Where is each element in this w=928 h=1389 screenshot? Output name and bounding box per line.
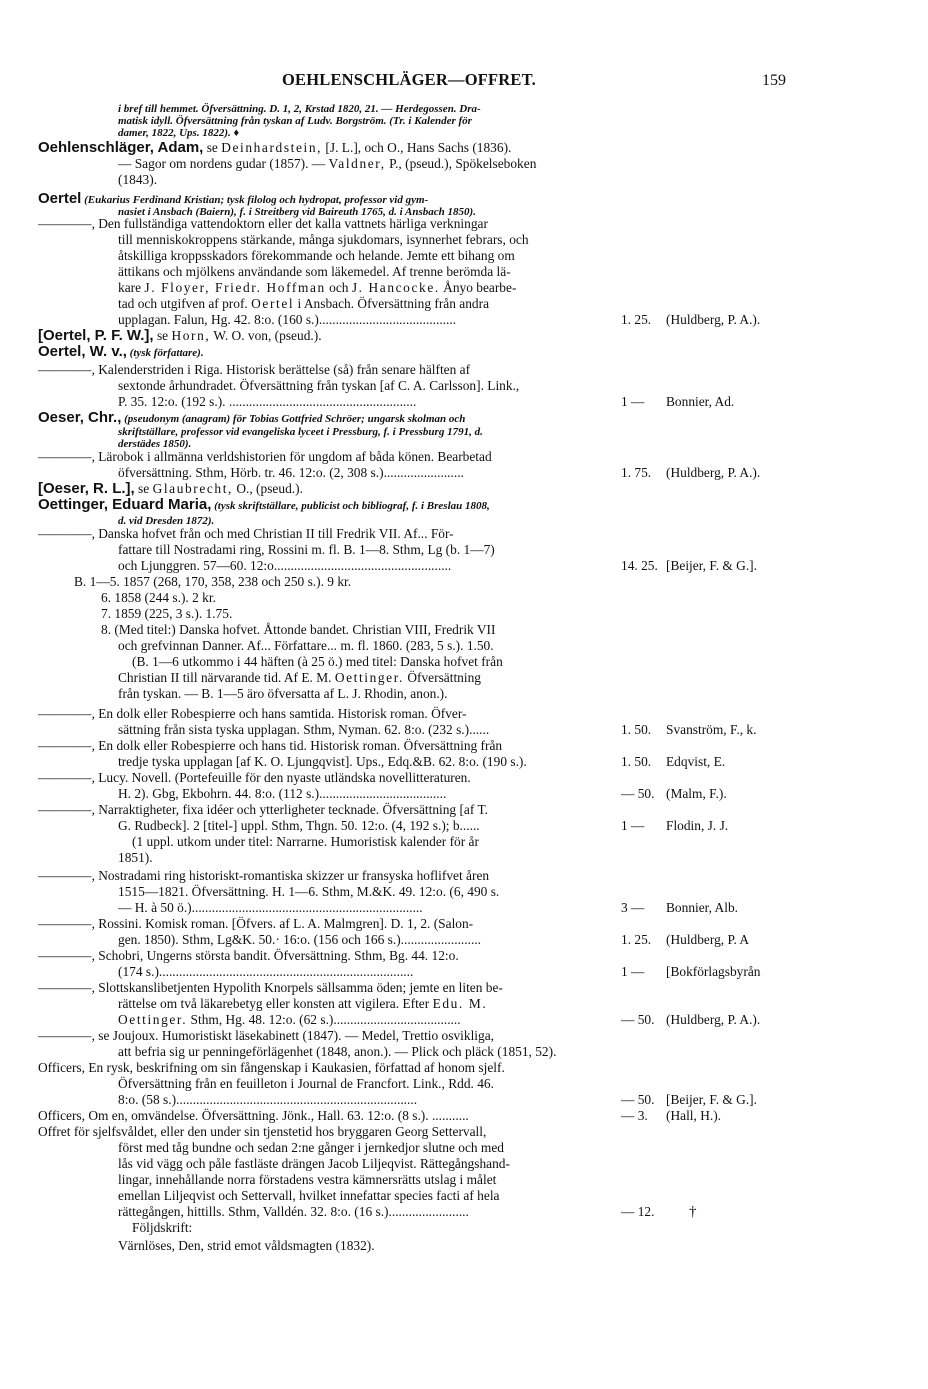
entry-text: Ånyo bearbe- [439,280,517,295]
entry-text: rättegången, hittills. Sthm, Valldén. 32. 8:o. (16 s.)........................ [118,1204,469,1219]
entry-line [101,606,232,622]
entry-text: (1843). [118,172,158,187]
entry-line [132,834,479,850]
entry-price: 1. 50. [621,754,652,769]
entry-price: 1. 25. [621,312,652,327]
entry-text: (174 s.)............................................................................ [118,964,414,979]
entry-text: emellan Liljeqvist och Settervall, hvilket innefattar species facti af hela [118,1188,500,1203]
entry-line [118,394,614,410]
entry-text: skriftställare, professor vid evangeliska lyceet i Pressburg, f. i Pressburg 1791, d. [118,426,483,438]
entry-line [118,280,516,296]
page-header [0,70,928,94]
entry-line [74,574,351,590]
entry-text: ————, Kalenderstriden i Riga. Historisk berättelse (så) från senare hälften af [38,362,471,377]
entry-line [38,802,488,818]
entry-line [38,140,511,156]
entry-publisher: Flodin, J. J. [666,818,729,833]
entry-text: ättikans och mjölkens användande som läkemedel. Af trenne berömda lä- [118,264,511,279]
entry-price: 1. 25. [621,932,652,947]
entry-text: Officers, Om en, omvändelse. Öfversättning. Jönk., Hall. 63. 12:o. (8 s.). ........... [38,1108,469,1123]
entry-text: Edu. M. [432,996,488,1011]
entry-line [118,686,447,702]
entry-text: se [134,481,153,496]
entry-text: se [203,140,222,155]
entry-text: Christian II till närvarande tid. Af E. M. [118,670,335,685]
entry-text: Värnlöses, Den, strid emot våldsmagten (1832). [118,1238,375,1253]
entry-headword: [Oeser, R. L.], [38,480,135,497]
entry-text: P. 35. 12:o. (192 s.). ........................................................ [118,394,417,409]
entry-text: fattare till Nostradami ring, Rossini m. fl. B. 1—8. Sthm, Lg (b. 1—7) [118,542,495,557]
entry-line [38,738,502,754]
entry-publisher: (Hall, H.). [666,1108,722,1123]
entry-line [38,481,303,497]
entry-line [101,590,216,606]
entry-text: P., (pseud.), Spökelseboken [385,156,537,171]
entry-text: Officers, En rysk, beskrifning om sin fångenskap i Kaukasien, författad af honom sjelf. [38,1060,505,1075]
entry-text: se [153,328,172,343]
entry-line [118,850,153,866]
entry-text: O., (pseud.). [233,481,303,496]
entry-line [38,497,490,514]
entry-text: d. vid Dresden 1872). [118,515,215,527]
entry-text: Offret för sjelfsvåldet, eller den under sin tjenstetid hos bryggaren Georg Settervall, [38,1124,487,1139]
entry-line [38,526,454,542]
entry-line [38,1028,494,1044]
entry-headword: Oettinger, Eduard Maria, [38,496,212,513]
entry-text: Öfversättning [404,670,481,685]
entry-price: 14. 25. [621,558,658,573]
entry-text: 8. (Med titel:) Danska hofvet. Åttonde bandet. Christian VIII, Fredrik VII [101,622,496,637]
entry-text: Deinhardstein, [221,140,323,155]
entry-line [118,932,614,948]
entry-line [118,558,614,574]
entry-text: att befria sig ur penningeförlägenhet (1848, anon.). — Plick och pläck (1851, 52). [118,1044,557,1059]
entry-line [101,622,495,638]
entry-text: J. Hancocke. [351,280,440,295]
entry-publisher: [Beijer, F. & G.]. [666,558,757,573]
entry-line [38,980,503,996]
entry-publisher: Svanström, F., k. [666,722,757,737]
entry-line [118,248,515,264]
entry-text: till menniskokroppens stärkande, många sjukdomars, isynnerhet febrars, och [118,232,529,247]
entry-text: Valdner, [328,156,386,171]
entry-line [118,465,614,481]
entry-line [118,156,536,172]
entry-text: damer, 1822, Ups. 1822). ♦ [118,127,240,139]
entry-text: (1 uppl. utkom under titel: Narrarne. Humoristisk kalender för år [132,834,479,849]
entry-text: nasiet i Ansbach (Baiern), f. i Streitberg vid Baireuth 1765, d. i Ansbach 1850). [118,206,476,218]
entry-price: 1 — [621,818,645,833]
entry-text: ————, se Joujoux. Humoristiskt läsekabinett (1847). — Medel, Trettio osvikliga, [38,1028,495,1043]
entry-text: upplagan. Falun, Hg. 42. 8:o. (160 s.)......................................... [118,312,457,327]
entry-text: tad och utgifven af prof. [118,296,252,311]
entry-price: 1. 50. [621,722,652,737]
entry-text: lingar, innehållande norra förstadens vestra kämnersrätts utslag i målet [118,1172,497,1187]
entry-publisher: (Huldberg, P. A.). [666,1012,761,1027]
entry-line [38,1060,505,1076]
entry-text: Oertel [251,296,295,311]
entry-line [118,172,157,188]
entry-line [118,312,614,328]
entry-headword: [Oertel, P. F. W.], [38,327,154,344]
entry-price: 1 — [621,964,645,979]
entry-text: (tysk författare). [126,347,204,359]
entry-line [118,378,519,394]
entry-text: sextonde århundradet. Öfversättning från tyskan [af C. A. Carlsson]. Link., [118,378,520,393]
entry-headword: Oeser, Chr., [38,409,122,426]
entry-text: 6. 1858 (244 s.). 2 kr. [101,590,216,605]
entry-line [118,542,495,558]
entry-text: (B. 1—6 utkommo i 44 häften (à 25 ö.) med titel: Danska hofvet från [132,654,503,669]
entry-price: — 12. [621,1204,655,1219]
entry-text: derstädes 1850). [118,438,192,450]
entry-line [118,996,487,1012]
entry-line [118,900,614,916]
entry-text: — Sagor om nordens gudar (1857). — [118,156,329,171]
entry-line [118,1238,375,1254]
entry-text: i Ansbach. Öfversättning från andra [294,296,490,311]
entry-text: — H. à 50 ö.)..................................................................... [118,900,423,915]
entry-line [118,1076,494,1092]
entry-headword: Oertel, W. v., [38,343,127,360]
dagger-mark: † [689,1204,697,1220]
entry-text: Följdskrift: [132,1220,193,1235]
entry-text: J. Floyer, Friedr. Hoffman [144,280,326,295]
entry-publisher: (Huldberg, P. A [666,932,750,947]
entry-line [38,1124,486,1140]
entry-line [38,328,322,344]
entry-text: ————, En dolk eller Robespierre och hans tid. Historisk roman. Öfversättning från [38,738,503,753]
entry-text: och grefvinnan Danner. Af... Författare... m. fl. 1860. (283, 5 s.). 1.50. [118,638,494,653]
entry-price: 1 — [621,394,645,409]
entry-headword: Oertel [38,190,82,207]
entry-text: 8:o. (58 s.)........................................................................ [118,1092,418,1107]
entry-text: Oettinger. [118,1012,188,1027]
entry-text: och Ljunggren. 57—60. 12:o..................................................... [118,558,452,573]
entry-line [38,344,204,361]
entry-text: kare [118,280,145,295]
entry-line [38,706,467,722]
entry-text: ————, Slottskanslibetjenten Hypolith Knorpels sällsamma öden; jemte en liten be- [38,980,503,995]
entry-publisher: Edqvist, E. [666,754,726,769]
entry-publisher: [Bokförlagsbyrån [666,964,761,979]
entry-text: [J. L.], och O., Hans Sachs (1836). [322,140,512,155]
entry-publisher: Bonnier, Ad. [666,394,735,409]
entry-text: ————, Narraktigheter, fixa idéer och ytterligheter tecknade. Öfversättning [af T. [38,802,488,817]
entry-text: rättelse om två läkarebetyg eller konsten att vigilera. Efter [118,996,433,1011]
entry-price: 1. 75. [621,465,652,480]
entry-line [118,884,499,900]
entry-line [132,1220,192,1236]
entry-text: W. O. von, (pseud.). [210,328,322,343]
entry-text: (Eukarius Ferdinand Kristian; tysk filolog och hydropat, professor vid gym- [81,194,429,206]
entry-price: — 50. [621,1012,655,1027]
entry-text: H. 2). Gbg, Ekbohrn. 44. 8:o. (112 s.)...................................... [118,786,447,801]
entry-line [118,264,511,280]
entry-line [118,722,614,738]
entry-text: B. 1—5. 1857 (268, 170, 358, 238 och 250 s.). 9 kr. [74,574,352,589]
entry-text: Sthm, Hg. 48. 12:o. (62 s.)...................................... [187,1012,461,1027]
entry-line [132,654,503,670]
entry-text: 1515—1821. Öfversättning. H. 1—6. Sthm, M.&K. 49. 12:o. (6, 490 s. [118,884,500,899]
entry-line [118,1156,510,1172]
entry-text: lås vid vägg och påle fastläste drängen Jacob Liljeqvist. Rättegångshand- [118,1156,510,1171]
entry-text: åtskilliga kroppsskadors förekommande och helande. Jemte ett bihang om [118,248,515,263]
entry-text: gen. 1850). Sthm, Lg&K. 50.· 16:o. (156 och 166 s.)........................ [118,932,482,947]
entry-line [38,449,492,465]
entry-publisher: Bonnier, Alb. [666,900,738,915]
entry-publisher: [Beijer, F. & G.]. [666,1092,757,1107]
entry-line [118,1092,614,1108]
entry-line [38,216,488,232]
entry-line [118,754,614,770]
entry-line [118,296,489,312]
entry-line [118,964,614,980]
entry-line [118,232,529,248]
entry-text: från tyskan. — B. 1—5 äro öfversatta af L. J. Rhodin, anon.). [118,686,448,701]
entry-text: i bref till hemmet. Öfversättning. D. 1, 2, Krstad 1820, 21. — Herdegossen. Dra- [118,103,481,115]
entry-line [118,638,494,654]
entry-text: Glaubrecht, [152,481,233,496]
entry-line [118,1172,496,1188]
entry-text: ————, Schobri, Ungerns största bandit. Öfversättning. Sthm, Bg. 44. 12:o. [38,948,459,963]
page-number: 159 [762,72,786,89]
entry-line [118,1044,556,1060]
entry-line [118,1012,614,1028]
entry-line [38,948,459,964]
entry-text: Horn, [171,328,211,343]
entry-text: (tysk skriftställare, publicist och bibliograf, f. i Breslau 1808, [211,500,490,512]
entry-publisher: (Huldberg, P. A.). [666,465,761,480]
entry-line [38,770,471,786]
entry-price: 3 — [621,900,645,915]
entry-text: öfversättning. Sthm, Hörb. tr. 46. 12:o. (2, 308 s.)........................ [118,465,464,480]
entry-line [118,670,481,686]
entry-publisher: (Huldberg, P. A.). [666,312,761,327]
entry-price: — 50. [621,1092,655,1107]
entry-line [38,916,473,932]
entry-text: sättning från sista tyska upplagan. Sthm, Nyman. 62. 8:o. (232 s.)...... [118,722,490,737]
entry-text: ————, Danska hofvet från och med Christian II till Fredrik VII. Af... För- [38,526,454,541]
entry-text: G. Rudbeck]. 2 [titel-] uppl. Sthm, Thgn. 50. 12:o. (4, 192 s.); b...... [118,818,480,833]
entry-text: först med tåg bundne och sedan 2:ne gånger i jernkedjor slutne och med [118,1140,504,1155]
entry-text: 7. 1859 (225, 3 s.). 1.75. [101,606,233,621]
entry-text: 1851). [118,850,153,865]
entry-line [118,1188,499,1204]
entry-text: ————, Lucy. Novell. (Portefeuille för den nyaste utländska novellitteraturen. [38,770,471,785]
running-title: OEHLENSCHLÄGER—OFFRET. [282,70,536,89]
entry-text: ————, Lärobok i allmänna verldshistorien för ungdom af båda könen. Bearbetad [38,449,492,464]
entry-text: tredje tyska upplagan [af K. O. Ljungqvist]. Ups., Edq.&B. 62. 8:o. (190 s.). [118,754,527,769]
entry-text: Oettinger. [334,670,404,685]
entry-line [38,1108,614,1124]
entry-line [118,1204,614,1220]
entry-publisher: (Malm, F.). [666,786,727,801]
entry-text: ————, Rossini. Komisk roman. [Öfvers. af L. A. Malmgren]. D. 1, 2. (Salon- [38,916,474,931]
entry-text: ————, En dolk eller Robespierre och hans samtida. Historisk roman. Öfver- [38,706,467,721]
entry-price: — 3. [621,1108,648,1123]
entry-text: matisk idyll. Öfversättning från tyskan af Ludv. Borgström. (Tr. i Kalender för [118,115,472,127]
entry-line [118,786,614,802]
entry-line [118,1140,504,1156]
entry-text: ————, Den fullständiga vattendoktorn eller det kalla vattnets härliga verkningar [38,216,488,231]
entry-text: ————, Nostradami ring historiskt-romantiska skizzer ur fransyska hoflifvet åren [38,868,490,883]
entry-line [38,868,489,884]
entry-text: (pseudonym (anagram) för Tobias Gottfried Schröer; ungarsk skolman och [121,413,466,425]
entry-text: Öfversättning från en feuilleton i Journal de Francfort. Link., Rdd. 46. [118,1076,494,1091]
entry-line [118,818,614,834]
entry-text: och [325,280,352,295]
entry-line [38,362,470,378]
entry-price: — 50. [621,786,655,801]
entry-headword: Oehlenschläger, Adam, [38,139,204,156]
